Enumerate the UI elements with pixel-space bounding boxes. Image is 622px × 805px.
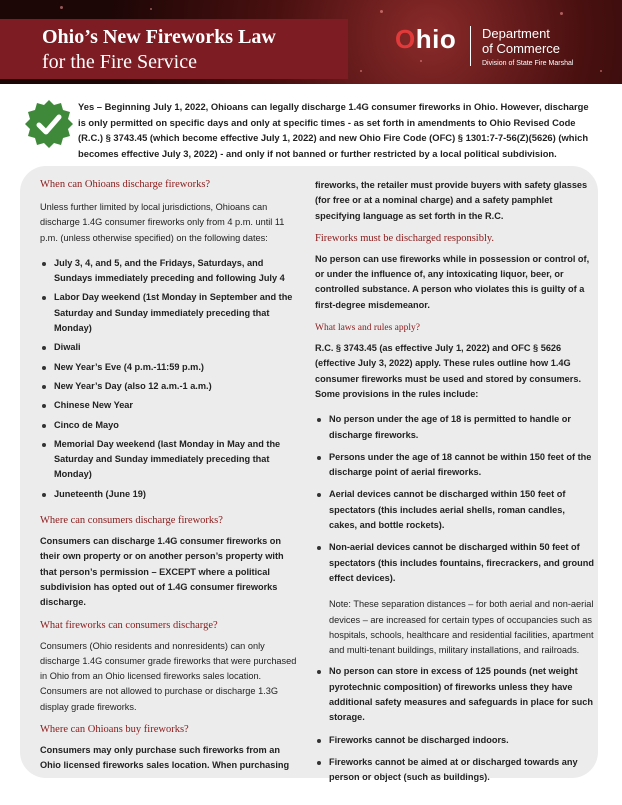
rule-item-text: No person can store in excess of 125 pounds (net weight pyrotechnic composition) of fireworks unless they have additional safety measures and safeguards in place for such storage. xyxy=(329,666,593,723)
rules-list-b xyxy=(315,664,595,785)
date-item xyxy=(40,418,302,433)
date-item-text: Chinese New Year xyxy=(54,400,133,411)
rule-item xyxy=(315,487,595,533)
bullet-icon xyxy=(42,296,46,300)
checkmark-badge-icon xyxy=(24,99,74,149)
where-text-a: Consumers can discharge 1.4G consumer fireworks on their own property or on another person’s property with that person’s permission – xyxy=(40,536,284,577)
ohio-logo xyxy=(395,24,456,55)
where-text-b: where a political subdivision has opted out of 1.4G consumer fireworks discharge. xyxy=(40,566,278,608)
header-banner xyxy=(0,0,622,84)
dates-list xyxy=(40,256,302,502)
dept-line2: of Commerce xyxy=(482,41,561,56)
date-item xyxy=(40,437,302,483)
responsibly-heading: Fireworks must be discharged responsibly. xyxy=(315,232,495,244)
department-name xyxy=(482,26,560,56)
when-text: Unless further limited by local jurisdictions, Ohioans can discharge 1.4G consumer fireworks only from 4 p.m. until 11 p.m. (unless otherwise specified) on the following dates: xyxy=(40,202,285,243)
bullet-icon xyxy=(317,761,321,765)
rule-item xyxy=(315,755,595,786)
rule-item-text: Fireworks cannot be aimed at or discharged towards any person or object (such as buildings). xyxy=(329,756,578,783)
laws-text: R.C. § 3743.45 (as effective July 1, 2022) and OFC § 5626 (effective July 3, 2022) apply. These rules outline how 1.4G consumer fireworks must be used and stored by consumers. Some provisions in the rules include: xyxy=(315,343,582,399)
bullet-icon xyxy=(317,418,321,422)
logo-divider xyxy=(470,26,471,66)
bullet-icon xyxy=(317,456,321,460)
bullet-icon xyxy=(42,262,46,266)
bullet-icon xyxy=(42,385,46,389)
where-except: EXCEPT xyxy=(159,566,196,577)
rule-item-text: Non-aerial devices cannot be discharged within 50 feet of spectators (this includes fountains, firecrackers, and ground effect devices). xyxy=(329,542,594,583)
buy-text: Consumers may only purchase such fireworks from an Ohio licensed fireworks sales location. When purchasing xyxy=(40,745,290,771)
when-heading: When can Ohioans discharge fireworks? xyxy=(40,179,211,190)
rule-item-text: No person under the age of 18 is permitted to handle or discharge fireworks. xyxy=(329,414,571,440)
rule-item xyxy=(315,733,595,748)
ohio-logo-o: O xyxy=(395,24,416,54)
rule-item-text: Persons under the age of 18 cannot be within 150 feet of the discharge point of aerial fireworks. xyxy=(329,451,592,478)
bullet-icon xyxy=(42,443,46,447)
right-column xyxy=(315,178,595,793)
date-item xyxy=(40,290,302,336)
date-item xyxy=(40,256,302,287)
left-column xyxy=(40,178,302,774)
date-item xyxy=(40,487,302,502)
bullet-icon xyxy=(42,493,46,497)
buy-text-continued: fireworks, the retailer must provide buyers with safety glasses (for free or at a nominal charge) and a safety pamphlet specifying language as set forth in the R.C. xyxy=(315,180,588,221)
date-item xyxy=(40,379,302,394)
date-item-text: Memorial Day weekend (last Monday in May and the Saturday and Sunday immediately preceding that Monday) xyxy=(54,438,281,480)
bullet-icon xyxy=(317,546,321,550)
bullet-icon xyxy=(317,670,321,674)
date-item xyxy=(40,398,302,413)
responsibly-text: No person can use fireworks while in possession or control of, or under the influence of, any intoxicating liquor, beer, or controlled substance. A person who violates this is guilty of a first-degree misdemeanor. xyxy=(315,253,590,310)
date-item-text: New Year’s Eve (4 p.m.-11:59 p.m.) xyxy=(54,361,204,372)
date-item xyxy=(40,340,302,355)
title-box xyxy=(0,19,348,79)
bullet-icon xyxy=(42,366,46,370)
rule-item xyxy=(315,664,595,725)
intro-text: Yes – Beginning July 1, 2022, Ohioans can legally discharge 1.4G consumer fireworks in Ohio. However, discharge is only permitted on specific days and only at specific times - as set forth in amendments to Ohio Revised Code (R.C.) § 3743.45 (which become effective July 1, 2022) and new Ohio Fire Code (OFC) § 1301:7-7-56(Z)(5626) (which becomes effective July 3, 2022) - and only if not banned or further restricted by a local political subdivision. xyxy=(78,101,589,159)
date-item-text: Labor Day weekend (1st Monday in September and the Saturday and Sunday immediately preceding that Monday) xyxy=(54,292,293,334)
rule-item-text: Aerial devices cannot be discharged within 150 feet of spectators (this includes aerial shells, roman candles, cakes, and bottle rockets). xyxy=(329,489,566,531)
rule-item-text: Fireworks cannot be discharged indoors. xyxy=(329,734,509,745)
division-name: Division of State Fire Marshal xyxy=(482,60,574,67)
rule-item xyxy=(315,540,595,586)
date-item xyxy=(40,360,302,375)
what-heading: What fireworks can consumers discharge? xyxy=(40,619,218,631)
where-text xyxy=(40,534,302,610)
buy-heading: Where can Ohioans buy fireworks? xyxy=(40,724,189,736)
where-heading: Where can consumers discharge fireworks? xyxy=(40,515,223,527)
what-text: Consumers (Ohio residents and nonresidents) can only discharge 1.4G consumer grade fireworks that were purchased in Ohio from an Ohio licensed fireworks sales location. Consumers are not allowed to purchase or discharge 1.3G display grade fireworks. xyxy=(40,640,297,712)
bullet-icon xyxy=(42,346,46,350)
dept-line1: Department xyxy=(482,26,550,41)
separation-note: Note: These separation distances – for both aerial and non-aerial devices – are increased for certain types of occupancies such as hospitals, schools, healthcare and residential facilities, apartment and multi-tenant buildings, military installations, and railroads. xyxy=(329,599,594,656)
bullet-icon xyxy=(42,424,46,428)
date-item-text: Cinco de Mayo xyxy=(54,419,119,430)
laws-heading: What laws and rules apply? xyxy=(315,323,420,334)
date-item-text: New Year’s Day (also 12 a.m.-1 a.m.) xyxy=(54,380,212,391)
bullet-icon xyxy=(317,493,321,497)
rule-item xyxy=(315,450,595,481)
rule-item xyxy=(315,412,595,443)
rules-list-a xyxy=(315,412,595,586)
date-item-text: July 3, 4, and 5, and the Fridays, Saturdays, and Sundays immediately preceding and following July 4 xyxy=(54,257,285,284)
date-item-text: Juneteenth (June 19) xyxy=(54,488,146,499)
date-item-text: Diwali xyxy=(54,342,81,353)
ohio-logo-text: hio xyxy=(415,24,457,54)
bullet-icon xyxy=(317,739,321,743)
page-title: Ohio’s New Fireworks Law xyxy=(42,26,276,48)
bullet-icon xyxy=(42,404,46,408)
page-subtitle: for the Fire Service xyxy=(42,51,197,73)
